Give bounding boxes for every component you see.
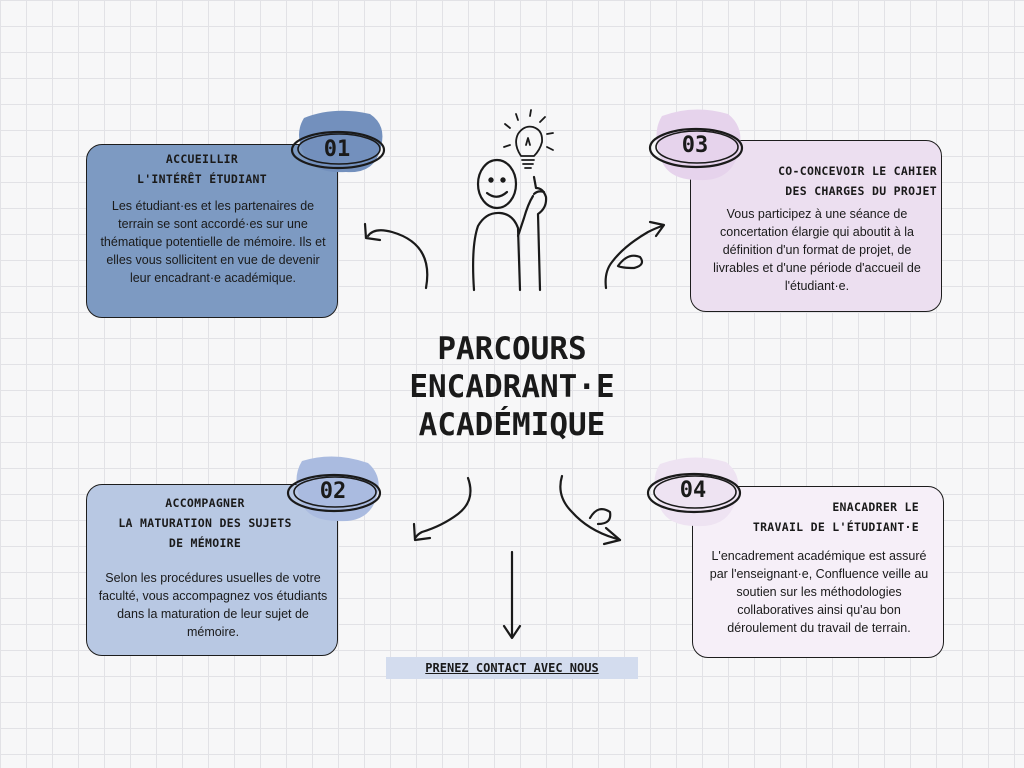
step-title-03: CO-CONCEVOIR LE CAHIER DES CHARGES DU PROJET: [778, 164, 937, 198]
step-number-03: 03: [681, 133, 709, 158]
light-bulb-icon: [504, 110, 553, 168]
step-text-04: L'encadrement académique est assuré par l'enseignant·e, Confluence veille au soutien sur les méthodologies collaboratives ainsi qu'au bon déroulement du travail de terrain.: [709, 549, 929, 635]
step-title-01: ACCUEILLIR L'INTÉRÊT ÉTUDIANT: [136, 152, 268, 186]
step-text-02: Selon les procédures usuelles de votre faculté, vous accompagnez vos étudiants dans la maturation de leur sujet de mémoire.: [98, 571, 328, 639]
curved-arrow-icon-02: [414, 478, 470, 540]
page-title: PARCOURS ENCADRANT·E ACADÉMIQUE: [409, 331, 615, 443]
step-text-01: Les étudiant·es et les partenaires de terrain se sont accordé·es sur une thématique potentielle de mémoire. Ils et elles vous sollicitent en vue de devenir leur encadrant·e académique.: [100, 199, 326, 285]
step-number-01: 01: [323, 137, 351, 162]
step-number-02: 02: [319, 479, 347, 504]
curved-arrow-icon-04: [560, 476, 620, 544]
curved-arrow-icon-01: [365, 224, 427, 288]
down-arrow-icon: [504, 552, 520, 638]
step-title-02: ACCOMPAGNER LA MATURATION DES SUJETS DE MÉMOIRE: [118, 496, 292, 550]
person-with-idea-icon: [473, 160, 546, 290]
step-title-04: ENACADRER LE TRAVAIL DE L'ÉTUDIANT·E: [752, 500, 919, 534]
step-text-03: Vous participez à une séance de concertation élargie qui aboutit à la définition d'un format de projet, de livrables et d'une période d'accueil de l'étudiant·e.: [713, 207, 921, 293]
curved-arrow-icon-03: [606, 222, 664, 288]
contact-link[interactable]: PRENEZ CONTACT AVEC NOUS: [386, 657, 638, 679]
step-number-04: 04: [679, 478, 707, 503]
